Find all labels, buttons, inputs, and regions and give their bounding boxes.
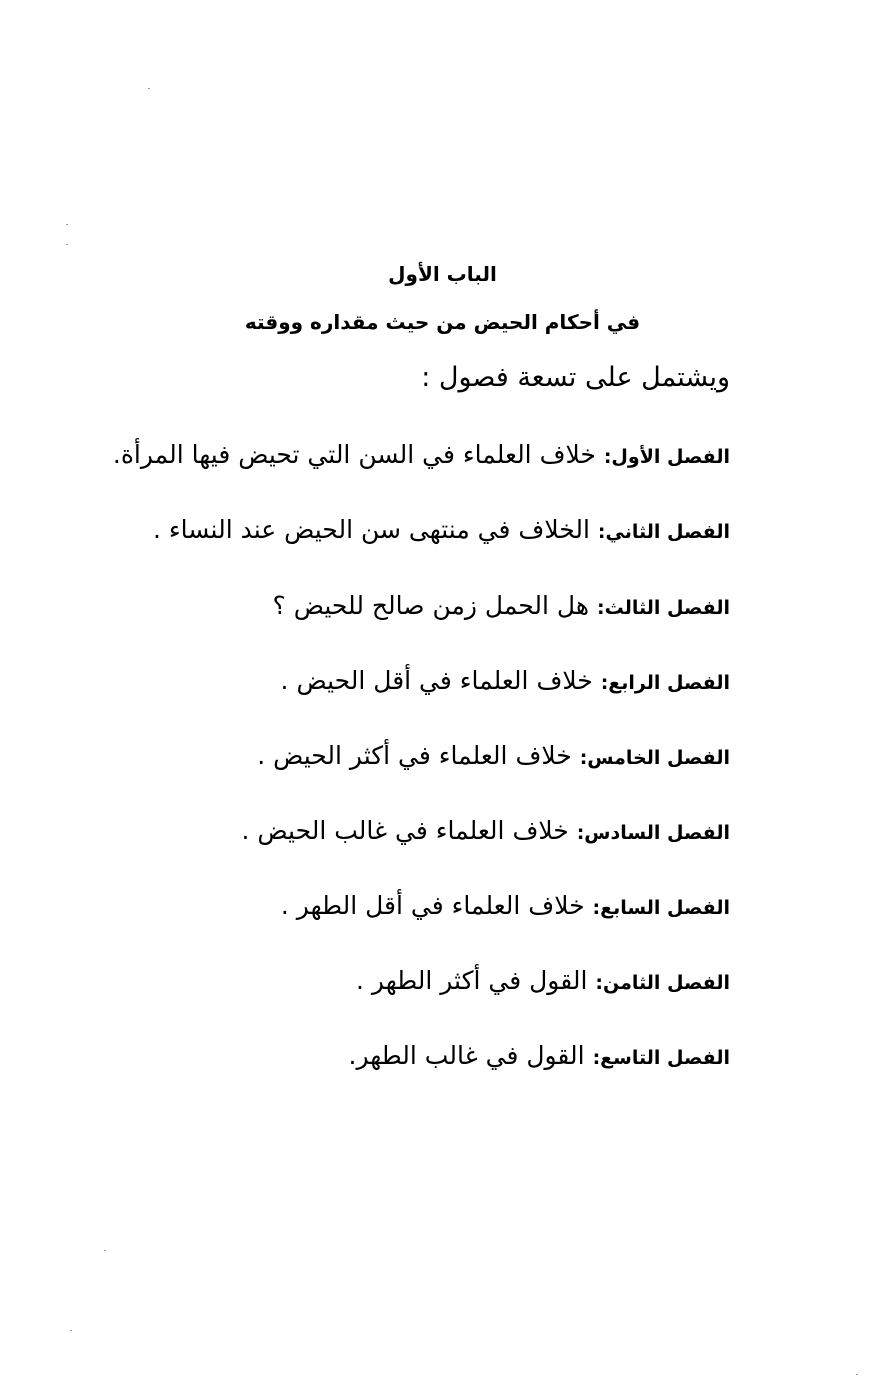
section-text: هل الحمل زمن صالح للحيض ؟ — [272, 591, 590, 620]
section-label: الفصل الثاني: — [597, 521, 730, 543]
scan-speck — [856, 1374, 858, 1375]
section-4 — [281, 666, 730, 695]
section-label: الفصل الرابع: — [600, 672, 730, 694]
section-label: الفصل الثامن: — [595, 972, 730, 994]
scan-speck — [104, 1250, 106, 1251]
section-9 — [349, 1041, 730, 1070]
section-1 — [113, 440, 730, 469]
section-text: القول في أكثر الطهر . — [356, 966, 588, 995]
section-label: الفصل السادس: — [576, 822, 730, 844]
section-label: الفصل التاسع: — [592, 1047, 730, 1069]
scan-speck — [66, 224, 68, 225]
section-label: الفصل السابع: — [592, 897, 730, 919]
section-label: الفصل الأول: — [603, 446, 730, 468]
chapter-title: الباب الأول — [388, 262, 497, 286]
chapter-subtitle: في أحكام الحيض من حيث مقداره ووقته — [244, 310, 641, 334]
section-7 — [281, 891, 730, 920]
scan-speck — [148, 88, 150, 89]
chapter-intro: ويشتمل على تسعة فصول : — [421, 362, 730, 393]
section-text: القول في غالب الطهر. — [348, 1041, 585, 1070]
section-label: الفصل الخامس: — [579, 747, 730, 769]
section-2 — [153, 515, 730, 544]
section-text: الخلاف في منتهى سن الحيض عند النساء . — [152, 515, 590, 544]
section-text: خلاف العلماء في أكثر الحيض . — [257, 741, 572, 770]
section-text: خلاف العلماء في أقل الطهر . — [280, 891, 585, 920]
section-3 — [273, 591, 730, 620]
section-8 — [356, 966, 730, 995]
section-6 — [242, 816, 730, 845]
section-5 — [257, 741, 730, 770]
section-text: خلاف العلماء في غالب الحيض . — [241, 816, 569, 845]
section-label: الفصل الثالث: — [597, 597, 730, 619]
section-text: خلاف العلماء في السن التي تحيض فيها المرأة. — [112, 440, 596, 469]
scan-speck — [70, 1330, 72, 1331]
section-text: خلاف العلماء في أقل الحيض . — [280, 666, 593, 695]
scan-speck — [66, 244, 68, 245]
